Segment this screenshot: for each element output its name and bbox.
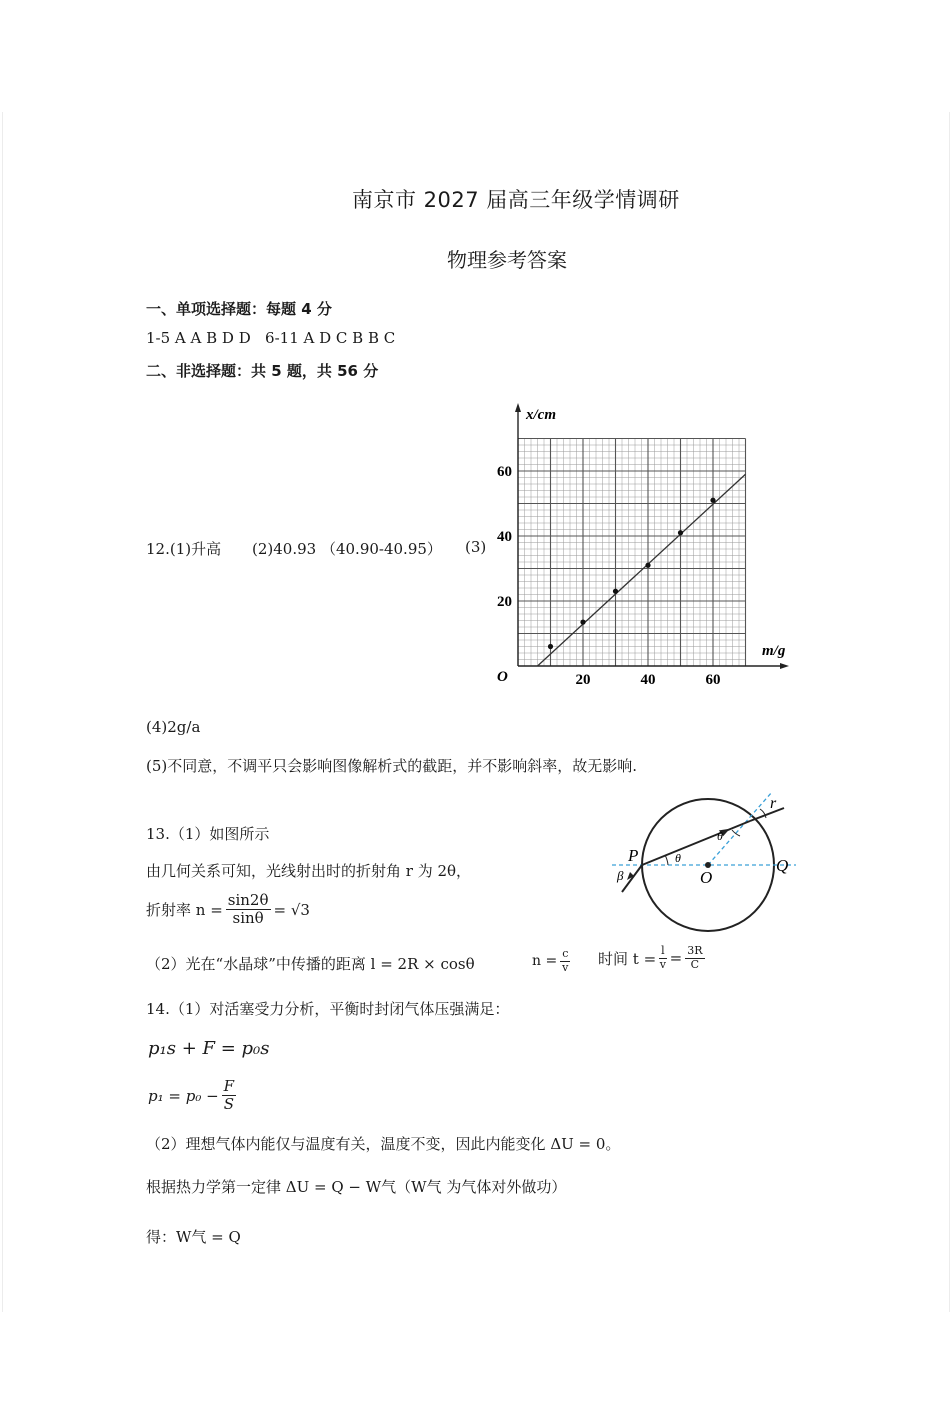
theta-arc-1 [665, 855, 668, 865]
x-axis-label: m/g [762, 643, 786, 659]
q12-part5: (5)不同意，不调平只会影响图像解析式的截距，并不影响斜率，故无影响. [146, 757, 638, 775]
data-point [645, 563, 650, 568]
q13-n-cv [532, 948, 573, 974]
label-O: O [700, 868, 713, 887]
data-point [678, 530, 683, 535]
label-r: r [770, 795, 777, 812]
page-title: 南京市 2027 届高三年级学情调研 [352, 188, 680, 212]
label-beta: β [617, 868, 624, 883]
label-theta-2: θ [717, 829, 723, 843]
y-axis-arrow [515, 403, 521, 412]
data-points [548, 498, 716, 649]
q14-line3: 根据热力学第一定律 ΔU = Q − W气（W气 为气体对外做功） [146, 1178, 567, 1196]
refracted-ray [642, 821, 750, 865]
data-point [710, 498, 715, 503]
data-point [613, 589, 618, 594]
q14-line2: （2）理想气体内能仅与温度有关，温度不变，因此内能变化 ΔU = 0。 [146, 1135, 621, 1153]
n-fraction [226, 892, 271, 928]
grid-minor [518, 439, 746, 667]
x-tick-label: 60 [705, 672, 721, 688]
label-theta-1: θ [675, 851, 681, 865]
crystal-ball-diagram [608, 788, 804, 940]
data-point [548, 644, 553, 649]
q14-line1: 14.（1）对活塞受力分析，平衡时封闭气体压强满足： [146, 1000, 510, 1018]
section1-answers: 1-5 A A B D D 6-11 A D C B B C [146, 329, 396, 347]
section1-heading: 一、单项选择题：每题 4 分 [146, 300, 332, 318]
origin-label: O [497, 669, 508, 685]
x-tick-label: 20 [575, 672, 591, 688]
cv-fraction: $\frac{c}{v}$ [562, 947, 569, 974]
section2-heading: 二、非选择题：共 5 题，共 56 分 [146, 362, 379, 380]
n-result: = √3 [273, 900, 310, 919]
q13-line1: 13.（1）如图所示 [146, 825, 270, 843]
label-Q: Q [776, 856, 789, 875]
x-m-graph [488, 398, 798, 698]
q13-distance: （2）光在“水晶球”中传播的距离 l = 2R × cosθ [146, 955, 475, 973]
label-P: P [628, 846, 639, 865]
q13-refractive-index [146, 892, 310, 928]
y-tick-label: 20 [497, 594, 512, 610]
answer-sheet [2, 112, 950, 1312]
x-tick-label: 40 [640, 672, 656, 688]
q12-part4: (4)2g/a [146, 718, 201, 736]
q12-part3: (3) [465, 538, 487, 556]
x-axis-arrow [780, 663, 789, 669]
y-tick-label: 40 [497, 529, 512, 545]
grid-major [518, 439, 746, 667]
emergent-ray [750, 808, 784, 821]
q14-line4: 得：W气 = Q [146, 1228, 241, 1246]
q13-time: 时间 t = $\frac{l}{v}$ = $\frac{3R}{C}$ [598, 944, 703, 971]
q14-eq1: p₁s + F = p₀s [148, 1038, 270, 1059]
time-fraction-2: $\frac{3R}{C}$ [687, 944, 703, 971]
n-numerator: sin2θ [227, 891, 269, 909]
incident-ray [622, 865, 642, 892]
n-label: 折射率 n = [146, 901, 223, 920]
n-eq: n = [532, 953, 558, 970]
n-denominator: sinθ [232, 909, 264, 928]
time-label: 时间 t = [598, 949, 657, 968]
y-tick-label: 60 [497, 464, 512, 480]
time-fraction-1: $\frac{l}{v}$ [659, 944, 667, 971]
q12-part2: (2)40.93 （40.90-40.95） [252, 540, 442, 558]
eq2-fraction: $\frac{F}{S}$ [223, 1077, 235, 1114]
y-axis-label: x/cm [526, 407, 556, 423]
q12-part1: 12.(1)升高 [146, 540, 222, 558]
page-subtitle: 物理参考答案 [447, 248, 567, 272]
data-point [580, 620, 585, 625]
q13-line2: 由几何关系可知，光线射出时的折射角 r 为 2θ， [146, 862, 472, 880]
q14-eq2: p₁ = p₀ − $\frac{F}{S}$ [148, 1077, 235, 1114]
